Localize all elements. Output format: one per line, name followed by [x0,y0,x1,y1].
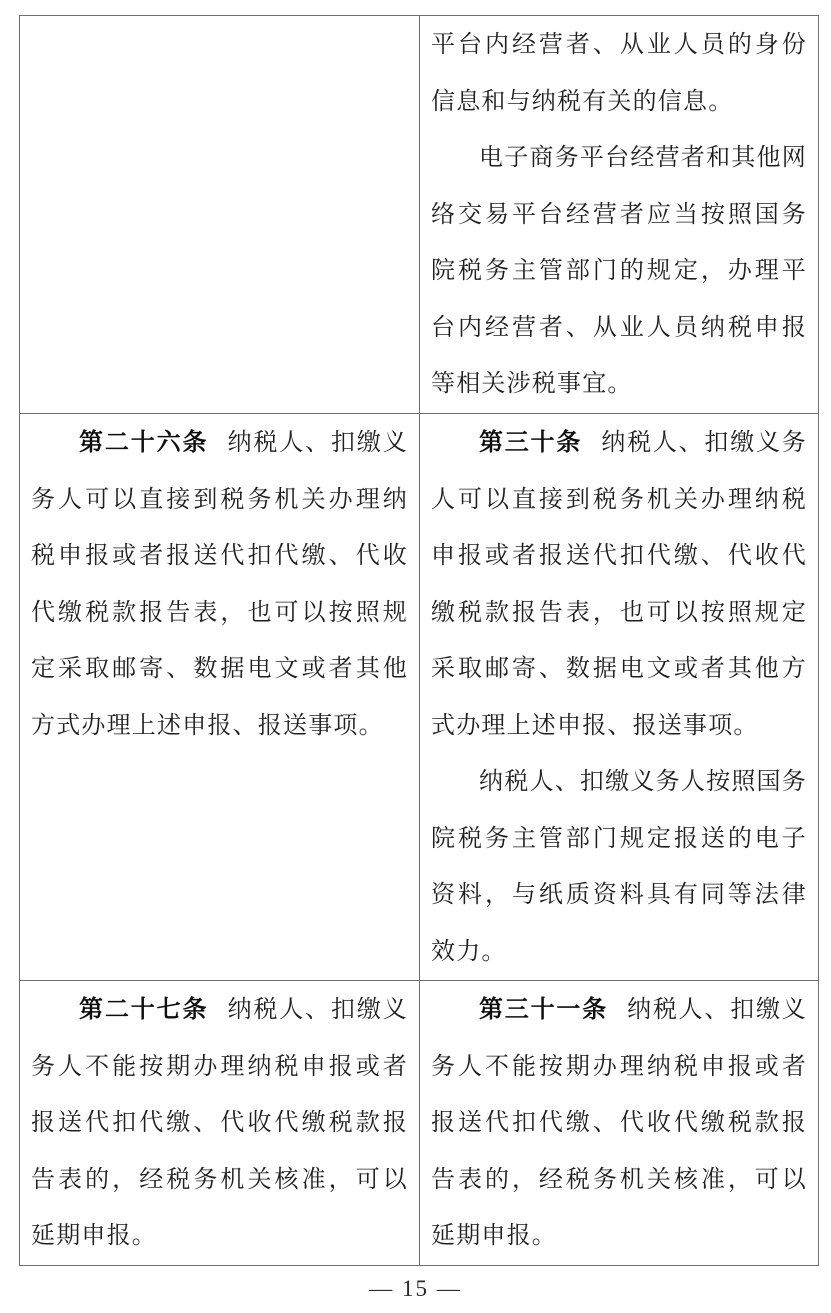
page-number: — 15 — [369,1276,462,1301]
paragraph-text: 纳税人、扣缴义务人不能按期办理纳税申报或者报送代扣代缴、代收代缴税款报告表的，经税务机关核准，可以延期申报。 [31,997,409,1249]
paragraph-text: 纳税人、扣缴义务人可以直接到税务机关办理纳税申报或者报送代扣代缴、代收代缴税款报告表，也可以按照规定采取邮寄、数据电文或者其他方式办理上述申报、报送事项。 [31,430,409,739]
comparison-table [19,15,819,1266]
paragraph-text: 纳税人、扣缴义务人按照国务院税务主管部门规定报送的电子资料，与纸质资料具有同等法律效力。 [431,769,807,965]
paragraph-text: 平台内经营者、从业人员的身份信息和与纳税有关的信息。 [431,32,807,115]
paragraph [431,17,807,130]
paragraph [431,754,807,980]
article-number: 第二十七条 [79,997,209,1023]
table-row [20,980,818,1265]
table-cell-left-empty [20,16,419,413]
table-cell-right [419,16,818,413]
table-cell-right [419,981,818,1265]
paragraph [431,130,807,413]
table-row [20,16,818,413]
article-number: 第二十六条 [79,430,209,456]
paragraph [31,982,408,1265]
paragraph-text: 电子商务平台经营者和其他网络交易平台经营者应当按照国务院税务主管部门的规定，办理平台内经营者、从业人员纳税申报等相关涉税事宜。 [431,145,807,397]
paragraph [31,415,408,754]
paragraph-text: 纳税人、扣缴义务人可以直接到税务机关办理纳税申报或者报送代扣代缴、代收代缴税款报告表，也可以按照规定采取邮寄、数据电文或者其他方式办理上述申报、报送事项。 [431,430,807,739]
paragraph [431,415,807,754]
table-cell-left [20,981,419,1265]
table-cell-left [20,414,419,980]
paragraph-text: 纳税人、扣缴义务人不能按期办理纳税申报或者报送代扣代缴、代收代缴税款报告表的，经税务机关核准，可以延期申报。 [431,997,808,1249]
article-number: 第三十条 [479,430,583,456]
table-cell-right [419,414,818,980]
article-number: 第三十一条 [479,997,608,1023]
paragraph [431,982,807,1265]
table-row [20,413,818,980]
